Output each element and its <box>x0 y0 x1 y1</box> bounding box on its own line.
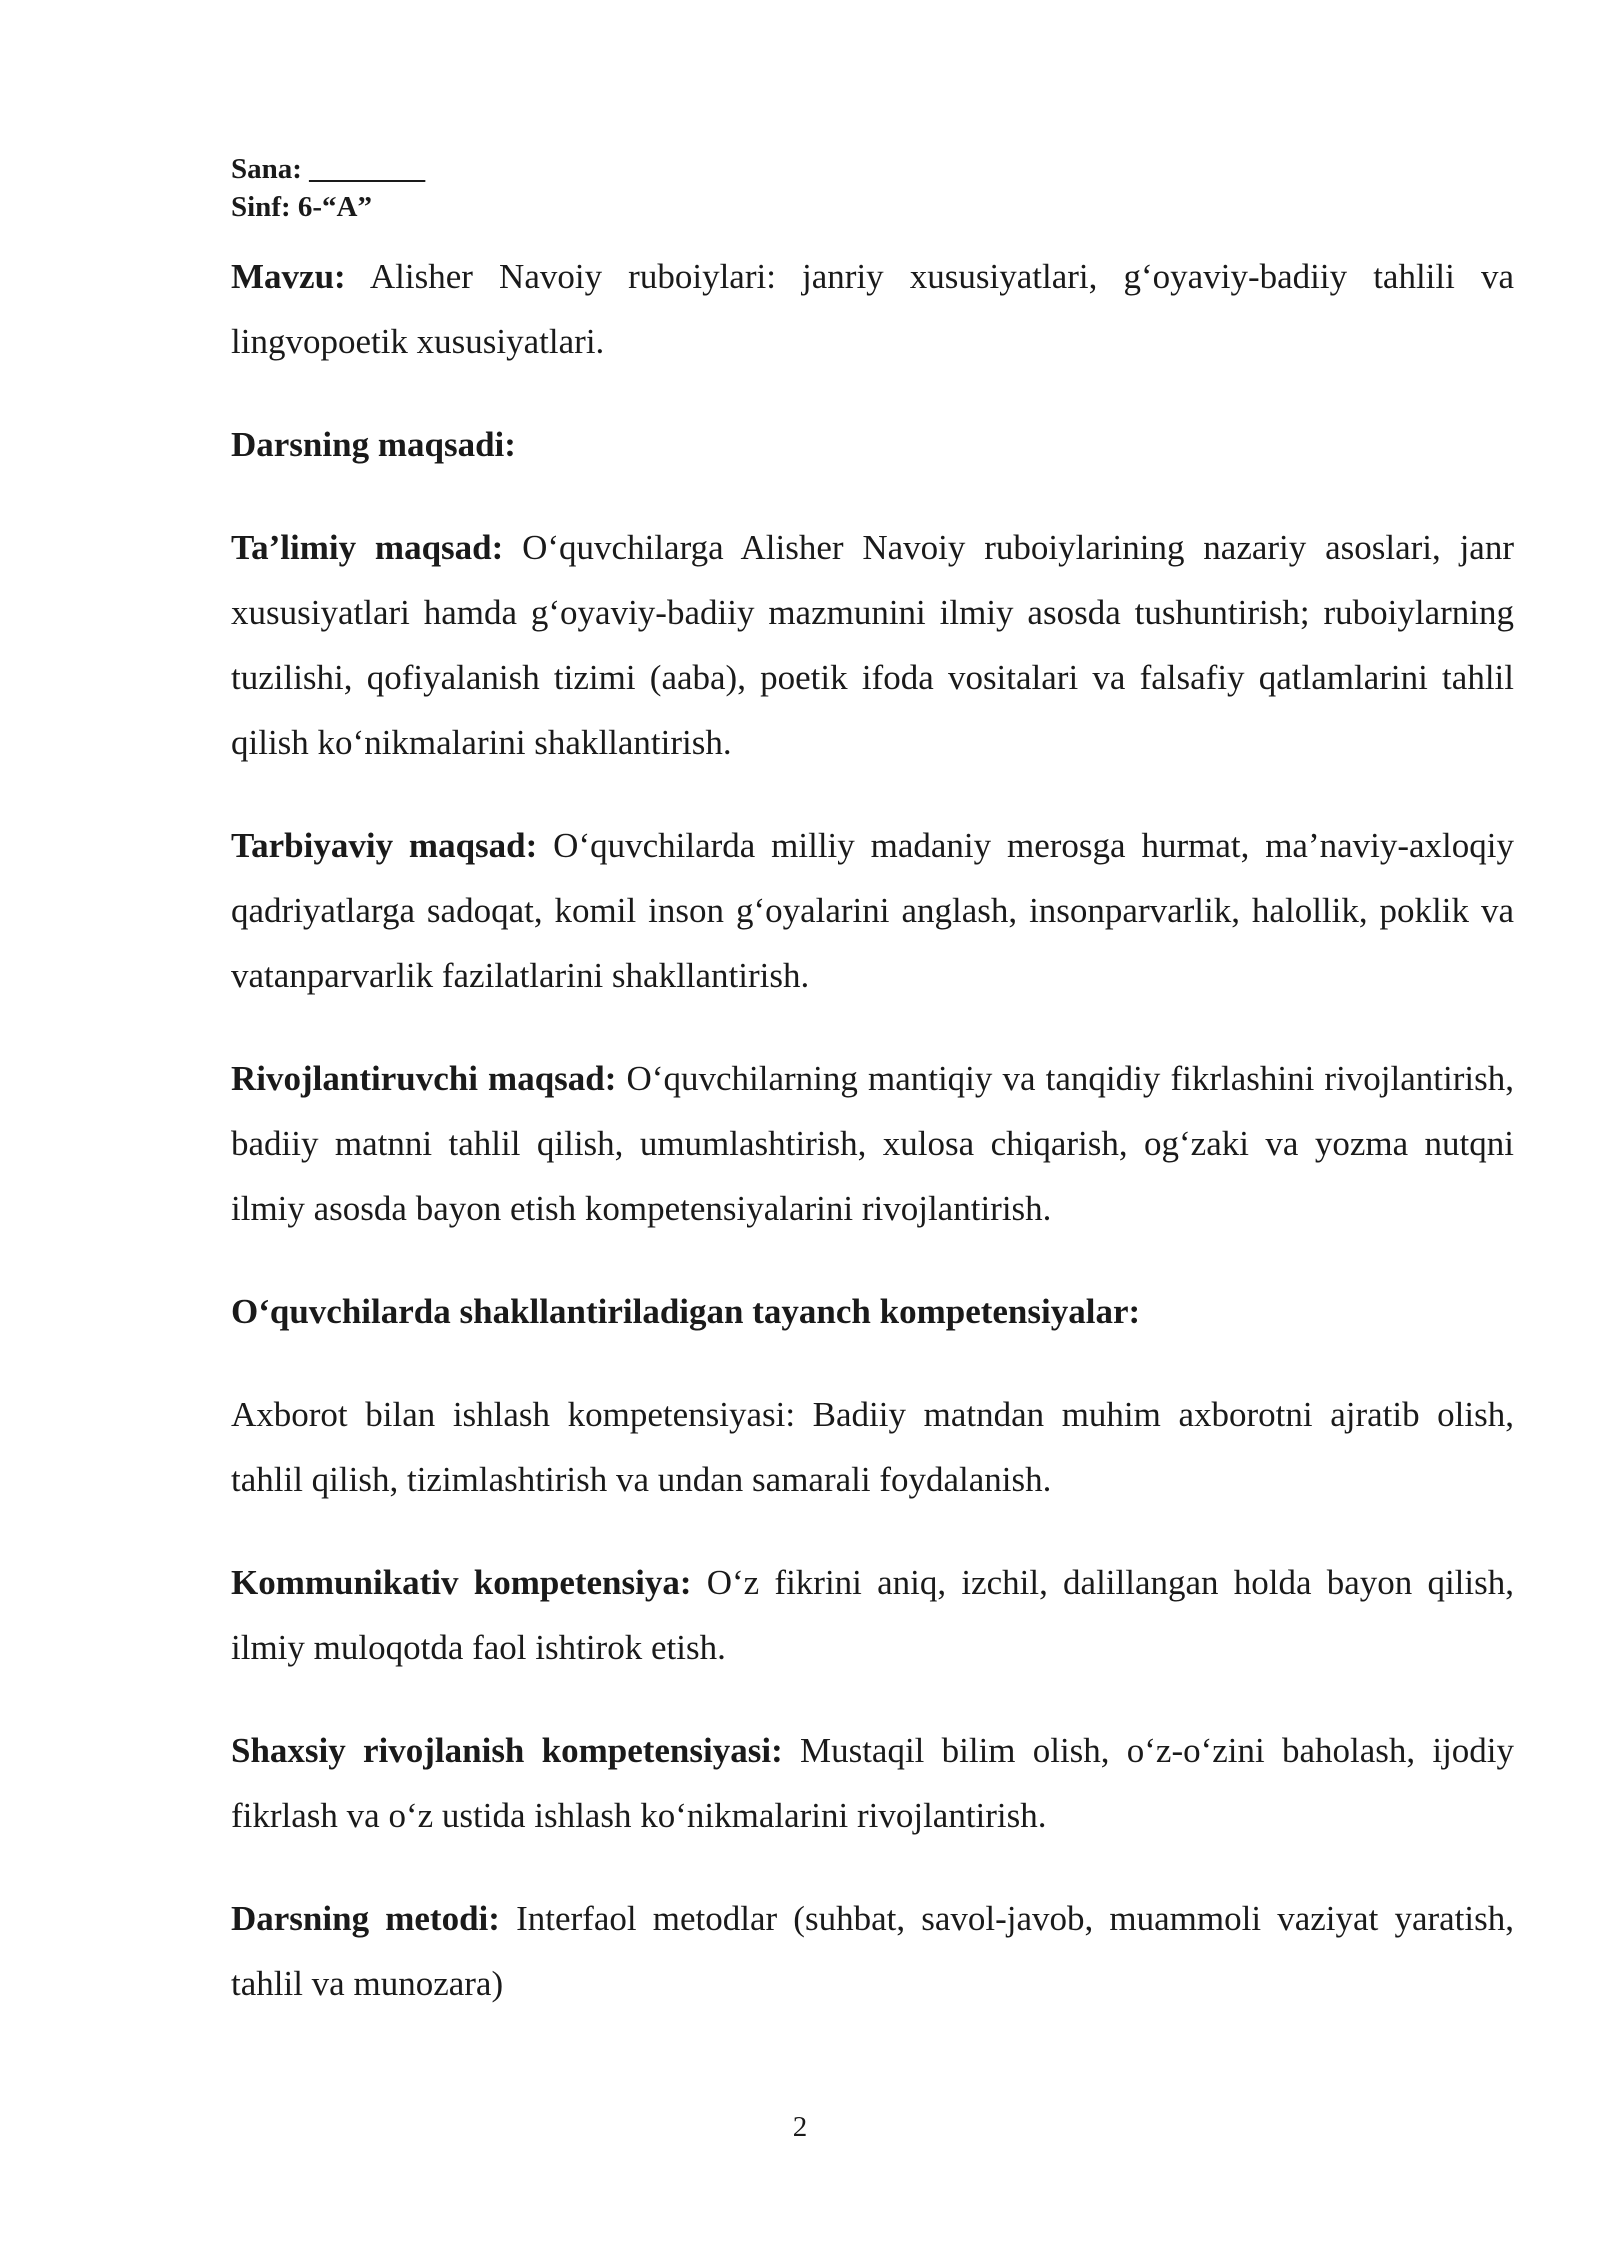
date-blank: ________ <box>309 153 426 185</box>
personal-development-text: Mustaqil bilim olish, o‘z-o‘zini baholash, ijodiy fikrlash va o‘z ustida ishlash ko‘nikmalarini rivojlantirish. <box>231 1731 1515 1835</box>
educational-goal-text: O‘quvchilarga Alisher Navoiy ruboiylarining nazariy asoslari, janr xususiyatlari hamda g‘oyaviy-badiiy mazmunini ilmiy asosda tushuntirish; ruboiylarning tuzilishi, qofiyalanish tizimi (aaba), poetik ifoda vositalari va falsafiy qatlamlarini tahlil qilish ko‘nikmalarini shakllantirish. <box>231 528 1514 762</box>
communicative-competency-paragraph <box>231 1550 1514 1680</box>
developmental-goal-paragraph <box>231 1046 1514 1241</box>
educational-goal-label: Ta’limiy maqsad: <box>231 528 504 567</box>
upbringing-goal-label: Tarbiyaviy maqsad: <box>231 826 538 865</box>
upbringing-goal-paragraph <box>231 813 1514 1008</box>
personal-development-paragraph <box>231 1718 1514 1848</box>
communicative-competency-text: O‘z fikrini aniq, izchil, dalillangan holda bayon qilish, ilmiy muloqotda faol ishtirok etish. <box>231 1563 1514 1667</box>
lesson-method-label: Darsning metodi: <box>231 1899 500 1938</box>
topic-paragraph <box>231 244 1514 374</box>
date-line <box>231 150 1514 188</box>
goals-heading: Darsning maqsadi: <box>231 425 516 464</box>
date-label: Sana: <box>231 153 302 185</box>
educational-goal-paragraph <box>231 515 1514 775</box>
competencies-heading: O‘quvchilarda shakllantiriladigan tayanch kompetensiyalar: <box>231 1292 1141 1331</box>
lesson-method-paragraph <box>231 1886 1514 2016</box>
upbringing-goal-text: O‘quvchilarda milliy madaniy merosga hurmat, ma’naviy-axloqiy qadriyatlarga sadoqat, komil inson g‘oyalarini anglash, insonparvarlik, halollik, poklik va vatanparvarlik fazilatlarini shakllantirish. <box>231 826 1515 995</box>
developmental-goal-text: O‘quvchilarning mantiqiy va tanqidiy fikrlashini rivojlantirish, badiiy matnni tahlil qilish, umumlashtirish, xulosa chiqarish, og‘zaki va yozma nutqni ilmiy asosda bayon etish kompetensiyalarini rivojlantirish. <box>231 1059 1514 1228</box>
communicative-competency-label: Kommunikativ kompetensiya: <box>231 1563 692 1602</box>
page-number: 2 <box>792 2111 808 2143</box>
lesson-method-text: Interfaol metodlar (suhbat, savol-javob, muammoli vaziyat yaratish, tahlil va munozara) <box>231 1899 1514 2003</box>
topic-label: Mavzu: <box>231 257 346 296</box>
document-page <box>231 150 1514 2016</box>
personal-development-label: Shaxsiy rivojlanish kompetensiyasi: <box>231 1731 783 1770</box>
information-competency-paragraph: Axborot bilan ishlash kompetensiyasi: Badiiy matndan muhim axborotni ajratib olish, tahlil qilish, tizimlashtirish va undan samarali foydalanish. <box>231 1395 1514 1499</box>
class-line: Sinf: 6-“A” <box>231 191 372 223</box>
developmental-goal-label: Rivojlantiruvchi maqsad: <box>231 1059 617 1098</box>
topic-text: Alisher Navoiy ruboiylari: janriy xususiyatlari, g‘oyaviy-badiiy tahlili va lingvopoetik xususiyatlari. <box>231 257 1514 361</box>
